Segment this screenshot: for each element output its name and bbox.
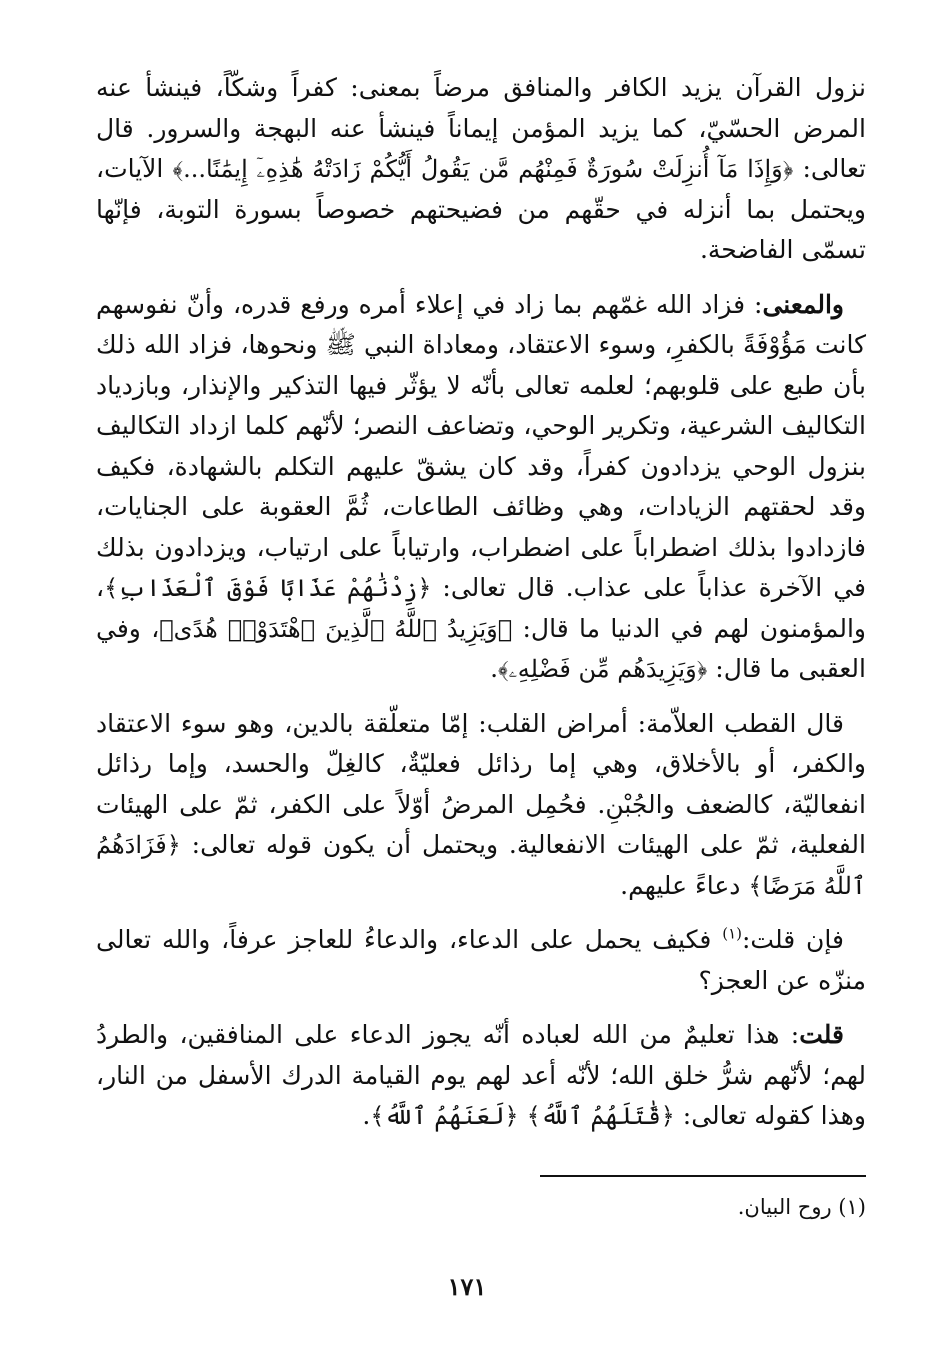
paragraph-text: قال القطب العلاّمة: أمراض القلب: إمّا متعلّقة بالدين، وهو سوء الاعتقاد والكفر، أو بالأخلاق، وهي إما رذائل فعليّةٌ، كالغِلّ والحسد، وإما رذائل انفعاليّة، كالضعف والجُبْنِ. فحُمِل المرضُ أوّلاً على الكفر، ثمّ على الهيئات الفعلية، ثمّ على الهيئات الانفعالية. ويحتمل أن يكون قوله تعالى: [96, 708, 866, 859]
paragraph-text: نزول القرآن يزيد الكافر والمنافق مرضاً بمعنى: كفراً وشكّاً، فينشأ عنه المرض الحسّيّ، كما يزيد المؤمن إيماناً فينشأ عنه البهجة والسرور. قال تعالى: [96, 73, 866, 183]
quran-verse: ﴿لَعَنَهُمُ ٱللَّهُ﴾ [370, 1102, 519, 1130]
paragraph-text: الآيات، ويحتمل بما أنزله في حقّهم من فضيحتهم خصوصاً بسورة التوبة، فإنّها تسمّى الفاضحة. [96, 154, 866, 264]
paragraph-lead: والمعنى [762, 289, 844, 319]
paragraph-2 [96, 285, 866, 690]
quran-verse: ﴿زِدْنَٰهُمْ عَذَابًا فَوْقَ ٱلْعَذَابِ﴾ [104, 574, 432, 602]
paragraph-text: . [362, 1101, 371, 1130]
paragraph-text [519, 1101, 527, 1130]
paragraph-text: : هذا تعليمٌ من الله لعباده أنّه يجوز الدعاء على المنافقين، والطردُ لهم؛ لأنّهم شرُّ خلق الله؛ لأنّه أعد لهم يوم القيامة الدرك الأسفل من النار، وهذا كقوله تعالى: [96, 1020, 866, 1130]
paragraph-1 [96, 68, 866, 271]
quran-verse: ﴿وَإِذَا مَآ أُنزِلَتْ سُورَةٌ فَمِنْهُم مَّن يَقُولُ أَيُّكُمْ زَادَتْهُ هَٰذِهِۦٓ إِيمَٰنًا...﴾ [172, 155, 794, 183]
footnote: (١) روح البيان. [737, 1195, 866, 1219]
paragraph-3 [96, 704, 866, 907]
paragraph-text: دعاءً عليهم. [620, 870, 749, 900]
footnote-divider [540, 1175, 866, 1177]
footnote-marker: (١) [722, 924, 742, 943]
quran-verse: ﴿فَزَادَهُمُ ٱللَّهُ مَرَضًا﴾ [96, 831, 866, 900]
page-number: ١٧١ [447, 1272, 487, 1301]
paragraph-text: : فزاد الله غمّهم بما زاد في إعلاء أمره ورفع قدره، وأنّ نفوسهم كانت مَؤُوْفَةً بالكفرِ، وسوء الاعتقاد، ومعاداة النبي ﷺ ونحوها، فزاد الله ذلك بأن طبع على قلوبهم؛ لعلمه تعالى بأنّه لا يؤثّر فيها التذكير والإنذار، وبازدياد التكاليف الشرعية، وتكرير الوحي، وتضاعف النصر؛ لأنّهم كلما ازداد التكاليف بنزول الوحي يزدادون كفراً، وقد كان يشقّ عليهم التكلم بالشهادة، فكيف وقد لحقتهم الزيادات، وهي وظائف الطاعات، ثُمَّ العقوبة على الجنايات، فازدادوا بذلك اضطراباً على اضطراب، وارتياباً على ارتياب، ويزدادون بذلك في الآخرة عذاباً على عذاب. قال تعالى: [96, 289, 866, 602]
quran-verse: ﴿وَيَزِيدُ ٱللَّهُ ٱلَّذِينَ ٱهْتَدَوْا۟ هُدًى﴾ [159, 614, 513, 643]
paragraph-text: ، وفي العقبى ما قال: [96, 613, 866, 683]
paragraph-5 [96, 1015, 866, 1137]
paragraph-text: فكيف يحمل على الدعاء، والدعاءُ للعاجز عرفاً، والله تعالى منزّه عن العجز؟ [96, 925, 866, 995]
paragraph-text: . [490, 654, 499, 683]
quran-verse: ﴿وَيَزِيدَهُم مِّن فَضْلِهِۦ﴾ [498, 655, 708, 683]
quran-verse: ﴿قَٰتَلَهُمُ ٱللَّهُ﴾ [526, 1102, 675, 1130]
paragraph-4 [96, 920, 866, 1001]
paragraph-lead: قلت [799, 1020, 844, 1049]
paragraph-text: فإن قلت: [741, 925, 844, 954]
page-body [96, 68, 866, 1151]
paragraph-text: ، والمؤمنون لهم في الدنيا ما قال: [96, 573, 866, 643]
